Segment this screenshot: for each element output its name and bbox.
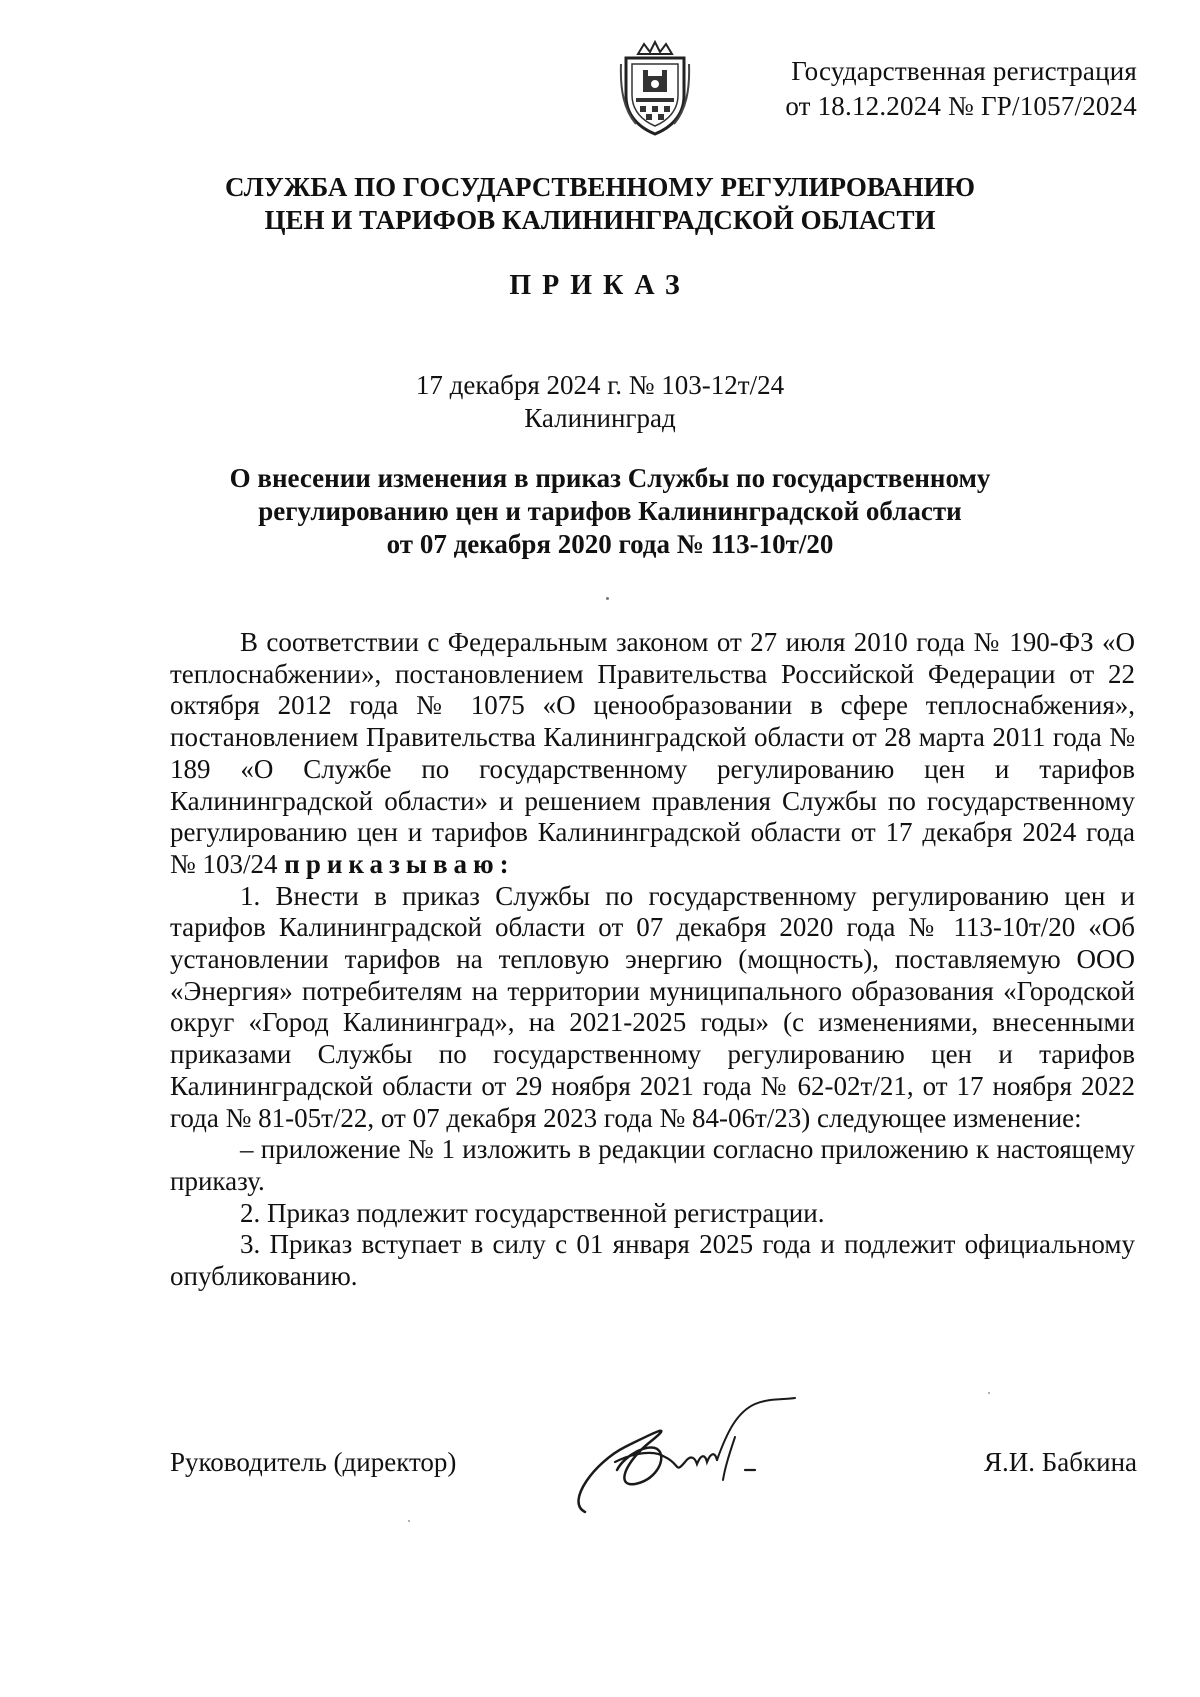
scan-speck <box>408 1520 410 1522</box>
preamble-text: В соответствии с Федеральным законом от 27 июля 2010 года № 190-ФЗ «О теплоснабжении», постановлением Правительства Российской Федерации от 22 октября 2012 года № 1075 «О ценообразовании в сфере теплоснабжения», постановлением Правительства Калининградской области от 28 марта 2011 года № 189 «О Службе по государственному регулированию цен и тарифов Калининградской области» и решением правления Службы по государственному регулированию цен и тарифов Калининградской области от 17 декабря 2024 года № 103/24 <box>170 627 1135 879</box>
agency-title-line-1: СЛУЖБА ПО ГОСУДАРСТВЕННОМУ РЕГУЛИРОВАНИЮ <box>224 172 976 202</box>
order-date-number: 17 декабря 2024 г. № 103-12т/24 <box>415 370 785 400</box>
signatory-role: Руководитель (директор) <box>170 1447 457 1477</box>
scan-speck <box>606 597 609 600</box>
subject-line-1: О внесении изменения в приказ Службы по государственному <box>229 463 991 493</box>
item-1-subparagraph: – приложение № 1 изложить в редакции согласно приложению к настоящему приказу. <box>170 1134 1135 1196</box>
handwritten-signature <box>555 1392 815 1522</box>
registration-stamp <box>785 54 1137 124</box>
agency-title-line-2: ЦЕН И ТАРИФОВ КАЛИНИНГРАДСКОЙ ОБЛАСТИ <box>264 205 936 235</box>
coat-of-arms-icon <box>618 40 692 136</box>
scan-speck <box>988 1392 990 1394</box>
signatory-name: Я.И. Бабкина <box>984 1447 1137 1477</box>
document-type-title: ПРИКАЗ <box>509 270 691 301</box>
preamble-paragraph <box>170 627 1135 881</box>
registration-line-2: от 18.12.2024 № ГР/1057/2024 <box>785 91 1137 121</box>
item-1-paragraph: 1. Внести в приказ Службы по государственному регулированию цен и тарифов Калининградской области от 07 декабря 2020 года № 113-10т/20 «Об установлении тарифов на тепловую энергию (мощность), поставляемую ООО «Энергия» потребителям на территории муниципального образования «Городской округ «Город Калининград», на 2021-2025 годы» (с изменениями, внесенными приказами Службы по государственному регулированию цен и тарифов Калининградской области от 29 ноября 2021 года № 62-02т/21, от 17 ноября 2022 года № 81-05т/22, от 07 декабря 2023 года № 84-06т/23) следующее изменение: <box>170 880 1135 1133</box>
order-city: Калининград <box>524 403 676 433</box>
order-word: приказываю: <box>284 848 515 879</box>
item-3-paragraph: 3. Приказ вступает в силу с 01 января 2025 года и подлежит официальному опубликованию. <box>170 1229 1135 1292</box>
registration-line-1: Государственная регистрация <box>791 56 1137 86</box>
order-subject <box>210 462 1010 561</box>
subject-line-3: от 07 декабря 2020 года № 113-10т/20 <box>386 529 834 559</box>
order-body <box>170 627 1135 1293</box>
agency-title <box>0 171 1200 237</box>
subject-line-2: регулированию цен и тарифов Калининградской области <box>258 496 962 526</box>
item-2-paragraph: 2. Приказ подлежит государственной регистрации. <box>240 1197 825 1228</box>
